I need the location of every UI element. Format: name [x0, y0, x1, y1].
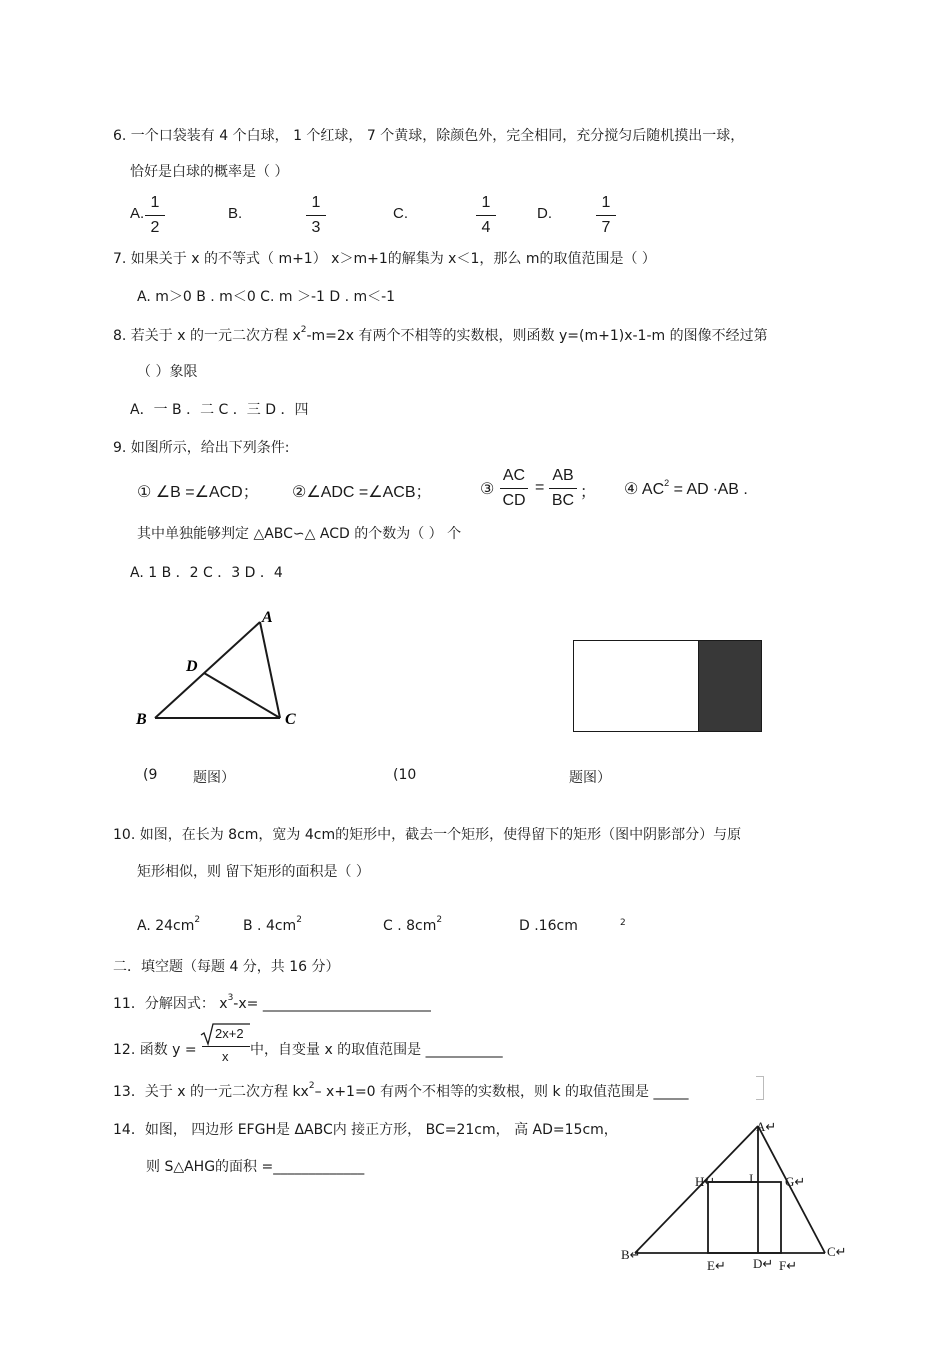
- segment-ab: [635, 1126, 758, 1253]
- q9-condition-3-frac1: [500, 466, 528, 511]
- q11-a: 11．分解因式： x: [113, 996, 228, 1012]
- q8-options: A．一 B ．二 C ．三 D ．四: [130, 402, 309, 418]
- q9-c3-num1: AC: [502, 467, 526, 484]
- q10-option-d: [519, 918, 578, 934]
- q13-sup: 2: [308, 1081, 315, 1091]
- q14-line1: 14．如图， 四边形 EFGH是 ΔABC内 接正方形， BC=21cm， 高 AD=15cm，: [113, 1122, 618, 1138]
- q10-option-a-text: A. 24cm: [137, 918, 195, 934]
- figure-9-triangle: [130, 600, 310, 730]
- square-efgh: [708, 1182, 781, 1253]
- q9-line3: 其中单独能够判定 △ABC∽△ ACD 的个数为（ ） 个: [137, 526, 462, 542]
- figure-10-caption-b: 题图）: [569, 770, 611, 786]
- q6-option-c-fraction: [476, 193, 496, 238]
- q10-option-b-sup: 2: [296, 915, 302, 925]
- q9-c4-a: ④ AC: [624, 481, 665, 498]
- vertex-label-b: B: [136, 711, 147, 728]
- q10-option-c: [383, 915, 443, 934]
- segment-ba: [155, 622, 260, 718]
- q13-bracket-mark: [756, 1076, 764, 1100]
- q11-b: -x= ________________________: [233, 996, 431, 1012]
- q10-option-b: [243, 915, 302, 934]
- fig14-label-a: A↵: [756, 1119, 777, 1134]
- q6-line1: 6. 一个口袋装有 4 个白球， 1 个红球， 7 个黄球，除颜色外，完全相同，充分搅匀后随机摸出一球，: [113, 128, 745, 144]
- q12-suffix: 中，自变量 x 的取值范围是 ___________: [250, 1042, 503, 1058]
- q11-sup: 3: [227, 993, 234, 1003]
- q8-line1: [113, 325, 768, 345]
- q9-c3-den2: BC: [551, 492, 575, 509]
- q10-option-d-sup: 2: [620, 918, 626, 928]
- segment-ac: [260, 622, 280, 718]
- q9-condition-1: ① ∠B =∠ACD；: [137, 484, 259, 501]
- q10-option-a: [137, 915, 201, 934]
- q12-radicand: 2x+2: [215, 1026, 244, 1041]
- section-2-title: 二．填空题（每题 4 分，共 16 分）: [113, 959, 340, 975]
- fig14-label-i: I: [749, 1171, 754, 1186]
- q6-c-numerator: 1: [481, 194, 491, 211]
- q12-fraction-bar: [202, 1046, 250, 1047]
- q6-b-denominator: 3: [311, 219, 321, 236]
- q6-option-b-label: B.: [228, 205, 243, 222]
- vertex-label-a: A: [262, 609, 273, 626]
- vertex-label-d: D: [186, 658, 198, 675]
- figure-10-caption-a: (10: [393, 767, 417, 783]
- figure-14-triangle-square: [615, 1115, 855, 1275]
- q10-option-c-sup: 2: [436, 915, 443, 925]
- vertex-label-c: C: [285, 711, 296, 728]
- q6-option-b-fraction: [306, 193, 326, 238]
- q9-condition-4: [624, 479, 748, 499]
- q9-options: A. 1 B ．2 C ．3 D ．4: [130, 565, 283, 581]
- q9-condition-3-frac2: [549, 466, 577, 511]
- segment-dc: [204, 673, 280, 718]
- q7-options: A. m＞0 B . m＜0 C. m ＞-1 D . m＜-1: [137, 289, 396, 305]
- figure-10-shaded-rectangle: [698, 641, 761, 731]
- fig14-label-d: D↵: [753, 1256, 774, 1271]
- q8-line1-sup: 2: [300, 325, 307, 335]
- q10-options: [137, 915, 637, 938]
- q10-option-a-sup: 2: [194, 915, 201, 925]
- q10-option-c-text: C . 8cm: [383, 918, 437, 934]
- q6-d-denominator: 7: [601, 219, 611, 236]
- q9-condition-3-prefix: ③: [480, 481, 495, 498]
- q7-line1: 7. 如果关于 x 的不等式（ m+1） x＞m+1的解集为 x＜1，那么 m的取值范围是（ ）: [113, 251, 656, 267]
- q9-condition-3-equals: =: [535, 479, 545, 496]
- fig14-label-f: F↵: [779, 1258, 798, 1273]
- q10-line2: 矩形相似，则 留下矩形的面积是（ ）: [137, 864, 370, 880]
- q9-c4-b: = AD ∙AB .: [669, 481, 748, 498]
- q13-b: – x+1=0 有两个不相等的实数根，则 k 的取值范围是 _____: [314, 1084, 689, 1100]
- q10-option-b-text: B . 4cm: [243, 918, 297, 934]
- fig14-label-b: B↵: [621, 1247, 641, 1262]
- q6-option-a-fraction: [145, 193, 165, 238]
- q13-a: 13．关于 x 的一元二次方程 kx: [113, 1084, 309, 1100]
- q9-c3-den1: CD: [502, 492, 526, 509]
- q9-c3-num2: AB: [552, 467, 574, 484]
- q11: [113, 993, 431, 1013]
- q6-line2: 恰好是白球的概率是（ ）: [130, 164, 289, 180]
- q9-line1: 9. 如图所示，给出下列条件:: [113, 440, 290, 456]
- q8-line1-a: 8. 若关于 x 的一元二次方程 x: [113, 328, 301, 344]
- fig14-label-c: C↵: [827, 1244, 847, 1259]
- figure-10-rectangle: [573, 640, 762, 732]
- q9-c4-sup: 2: [664, 478, 670, 488]
- q6-option-c-label: C.: [393, 205, 408, 222]
- fig14-label-e: E↵: [707, 1258, 726, 1273]
- q10-option-d-text: D .16cm: [519, 918, 578, 934]
- q6-option-a-label: A.: [130, 205, 145, 222]
- q9-condition-3-suffix: ；: [580, 484, 597, 501]
- q12-denominator: x: [222, 1049, 229, 1064]
- q10-line1: 10. 如图，在长为 8cm，宽为 4cm的矩形中，截去一个矩形，使得留下的矩形（图中阴影部分）与原: [113, 827, 742, 843]
- q6-b-numerator: 1: [311, 194, 321, 211]
- q6-a-numerator: 1: [150, 194, 160, 211]
- fig14-label-g: G↵: [785, 1174, 806, 1189]
- fig14-label-h: H↵: [695, 1174, 716, 1189]
- q6-a-denominator: 2: [150, 219, 160, 236]
- q6-option-d-label: D.: [537, 205, 552, 222]
- figure-9-caption-a: (9: [143, 767, 158, 783]
- q8-line1-b: -m=2x 有两个不相等的实数根，则函数 y=(m+1)x-1-m 的图像不经过第: [306, 328, 768, 344]
- q9-condition-2: ②∠ADC =∠ACB；: [292, 484, 432, 501]
- q12-prefix: 12. 函数 y =: [113, 1042, 197, 1058]
- q6-c-denominator: 4: [481, 219, 491, 236]
- q6-option-d-fraction: [596, 193, 616, 238]
- segment-ac: [758, 1126, 825, 1253]
- q14-line2: 则 S△AHG的面积 =_____________: [146, 1159, 365, 1175]
- q13: [113, 1081, 689, 1101]
- q8-line2: （ ）象限: [137, 364, 198, 380]
- figure-9-caption-b: 题图）: [193, 770, 235, 786]
- q12-radical-fraction: [200, 1022, 250, 1068]
- q6-d-numerator: 1: [601, 194, 611, 211]
